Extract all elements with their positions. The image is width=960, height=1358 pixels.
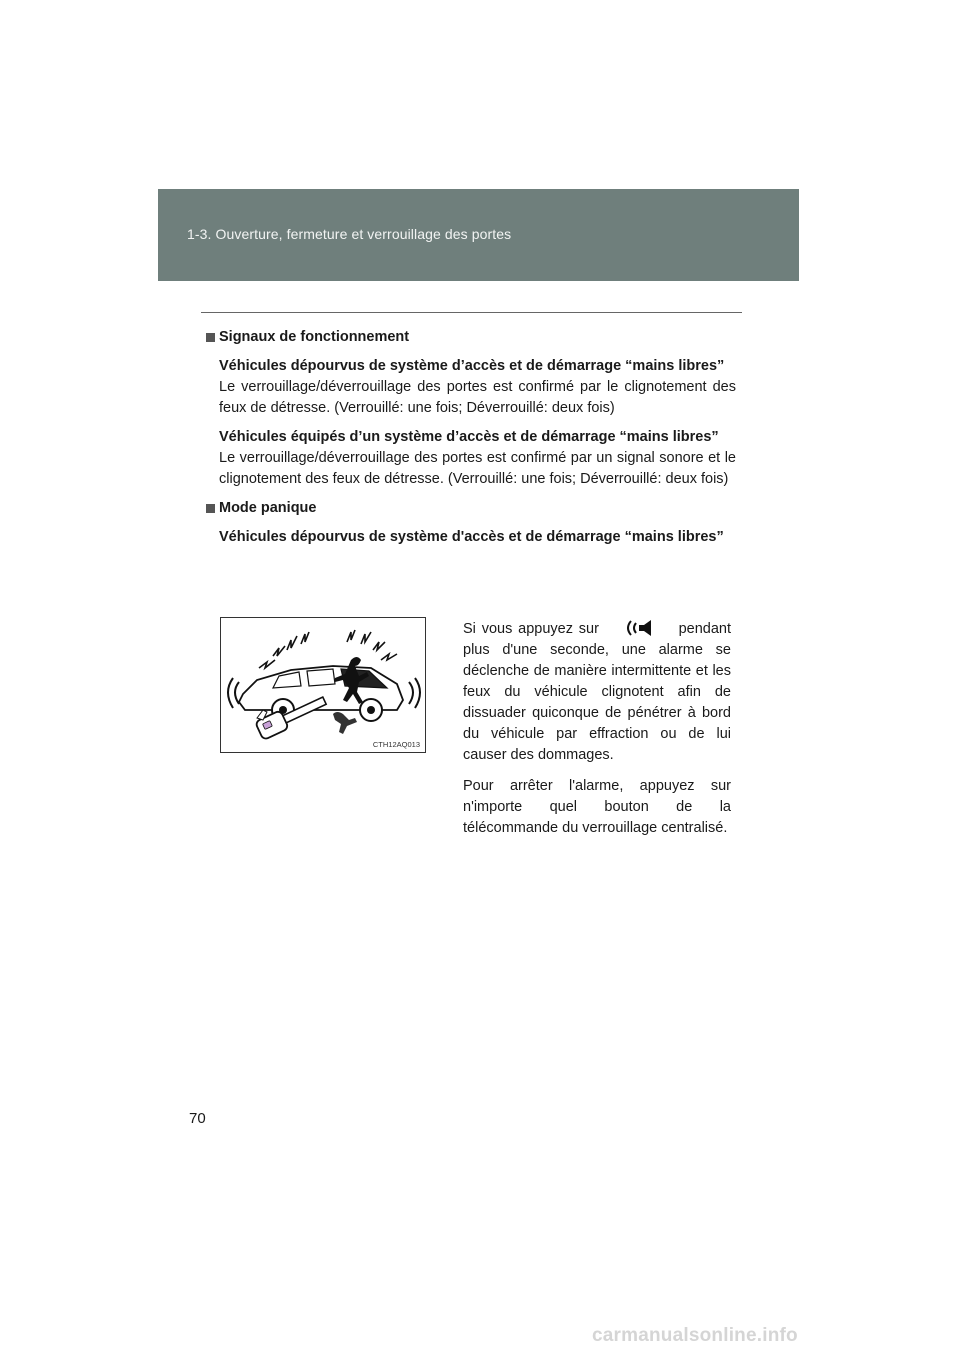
page-number: 70 xyxy=(189,1110,206,1127)
alarm-illustration xyxy=(220,617,426,753)
paragraph-with-smart-key: Le verrouillage/déverrouillage des portes est confirmé par un signal sonore et le clignotement des feux de détresse. (Verrouillé: une fois; Déverrouillé: deux fois) xyxy=(219,450,736,487)
watermark: carmanualsonline.info xyxy=(592,1325,798,1346)
subheading-without-smart-key: Véhicules dépourvus de système d’accès et de démarrage “mains libres” xyxy=(219,358,725,374)
section-heading-text: Mode panique xyxy=(219,500,317,516)
panic-button-icon xyxy=(625,619,653,637)
main-content xyxy=(206,327,736,548)
panic-paragraph-1 xyxy=(463,619,731,766)
section-heading-operation-signals xyxy=(206,327,736,348)
section-heading-text: Signaux de fonctionnement xyxy=(219,329,410,345)
chapter-title: 1-3. Ouverture, fermeture et verrouillage des portes xyxy=(187,226,512,242)
section-heading-panic-mode xyxy=(206,498,736,519)
subheading-panic-without-smart-key: Véhicules dépourvus de système d'accès et de démarrage “mains libres” xyxy=(219,529,724,545)
subheading-with-smart-key: Véhicules équipés d’un système d’accès et de démarrage “mains libres” xyxy=(219,429,719,445)
figure-code: CTH12AQ013 xyxy=(372,740,420,749)
panic-paragraph-1-start: Si vous appuyez sur xyxy=(463,621,599,637)
panic-paragraph-2: Pour arrêter l'alarme, appuyez sur n'importe quel bouton de la télécommande du verrouillage centralisé. xyxy=(463,778,731,836)
panic-paragraph-1-end: pendant plus d'une seconde, une alarme se déclenche de manière intermittente et les feux du véhicule clignotent afin de dissuader quiconque de pénétrer à bord du véhicule par effraction ou de lui causer des dommages. xyxy=(463,621,732,763)
chapter-header xyxy=(158,189,799,281)
panic-mode-description xyxy=(463,619,731,849)
square-bullet-icon xyxy=(206,333,215,342)
alarm-car-illustration-icon xyxy=(221,618,425,752)
square-bullet-icon xyxy=(206,504,215,513)
paragraph-without-smart-key: Le verrouillage/déverrouillage des portes est confirmé par le clignotement des feux de détresse. (Verrouillé: une fois; Déverrouillé: deux fois) xyxy=(219,379,736,416)
header-rule xyxy=(201,312,742,313)
